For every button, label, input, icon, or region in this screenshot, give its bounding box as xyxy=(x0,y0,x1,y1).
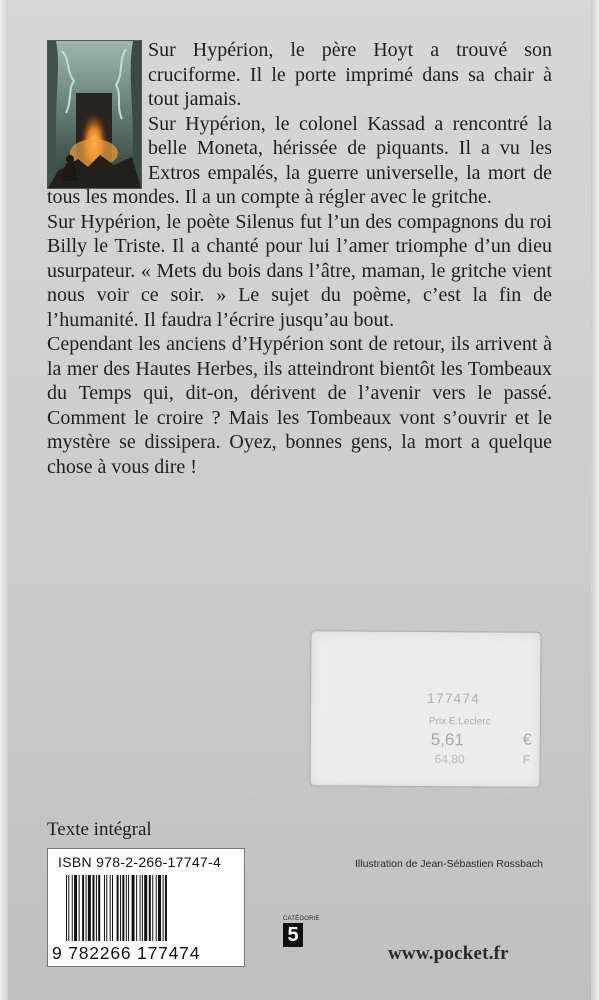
barcode-bar xyxy=(149,875,151,941)
sticker-price: 5,61 xyxy=(430,730,464,750)
illustration-credit: Illustration de Jean-Sébastien Rossbach xyxy=(355,858,543,870)
price-sticker xyxy=(310,631,540,787)
barcode-bar xyxy=(117,875,119,941)
category-label: CATÉGORIE xyxy=(283,916,320,922)
barcode-bar xyxy=(66,875,67,941)
sticker-currency: € xyxy=(522,731,532,749)
barcode-bar xyxy=(74,875,77,941)
publisher-website: www.pocket.fr xyxy=(388,943,509,964)
barcode-bar xyxy=(68,875,69,941)
barcode-bar xyxy=(122,875,124,941)
barcode-bar xyxy=(88,875,91,941)
barcode-bar xyxy=(156,875,157,941)
isbn-text: ISBN 978-2-266-17747-4 xyxy=(58,854,222,870)
barcode-bar xyxy=(132,875,135,941)
blurb-text xyxy=(47,38,552,479)
barcode-digits: 9 782266 177474 xyxy=(52,943,201,963)
cover-edge-left xyxy=(0,0,8,1000)
blurb-paragraph-kassad: Sur Hypérion, le colonel Kassad a rencontré la belle Moneta, hérissée de piquants. Il a vu les Extros empalés, la guerre universelle, la mort de tous les mondes. Il a un compte à régler avec le gritche. xyxy=(47,112,552,208)
barcode-bar xyxy=(163,875,164,941)
barcode-bar xyxy=(112,875,113,941)
barcode-bar xyxy=(140,875,141,941)
thumbnail-spacer xyxy=(47,38,148,185)
barcode-bar xyxy=(142,875,143,941)
barcode-bar xyxy=(98,875,100,941)
barcode-bar xyxy=(82,875,84,941)
category-number: 5 xyxy=(283,923,303,947)
sticker-store-name: Prix E.Leclerc xyxy=(428,716,491,728)
barcode-bar xyxy=(96,875,97,941)
barcode-bar xyxy=(120,875,121,941)
category-badge xyxy=(283,916,320,947)
cover-edge-right xyxy=(591,0,599,1000)
barcode-bar xyxy=(110,875,111,941)
barcode-bar xyxy=(144,875,147,941)
sticker-barcode-number: 177474 xyxy=(427,690,480,707)
blurb-paragraph-silenus: Sur Hypérion, le poète Silenus fut l’un des compagnons du roi Billy le Triste. Il a chanté pour lui l’amer triomphe d’un dieu usurpateur. « Mets du bois dans l’âtre, maman, le gritche vient nous voir ce soir. » Le sujet du poème, c’est la fin de l’humanité. Il faudra l’écrire jusqu’au bout. xyxy=(47,210,552,331)
barcode-bar xyxy=(165,875,167,941)
barcode-bar xyxy=(106,875,107,941)
sticker-old-price: 64,80 xyxy=(434,752,465,767)
barcode-bar xyxy=(126,875,127,941)
barcode-bar xyxy=(158,875,161,941)
barcode-bars xyxy=(66,875,228,945)
barcode-bar xyxy=(79,875,80,941)
texte-integral-label: Texte intégral xyxy=(47,819,152,840)
barcode-bar xyxy=(72,875,73,941)
barcode-bar xyxy=(136,875,137,941)
barcode-bar xyxy=(86,875,87,941)
barcode-bar xyxy=(128,875,129,941)
blurb-paragraph-hoyt: Sur Hypérion, le père Hoyt a trouvé son cruciforme. Il le porte imprimé dans sa chair à tout jamais. xyxy=(148,39,552,110)
blurb-paragraph-tombeaux: Cependant les anciens d’Hypérion sont de retour, ils arrivent à la mer des Hautes Herbes, ils atteindront bientôt les Tombeaux du Temps qui, dit-on, dérivent de l’avenir vers le passé. Comment le croire ? Mais les Tombeaux vont s’ouvrir et le mystère se dissipera. Oyez, bonnes gens, la mort a quelque chose à vous dire ! xyxy=(47,333,552,478)
barcode-bar xyxy=(104,875,105,941)
barcode-bar xyxy=(152,875,153,941)
barcode-bar xyxy=(92,875,94,941)
isbn-barcode-box xyxy=(47,848,245,967)
sticker-suffix: F xyxy=(522,752,531,767)
